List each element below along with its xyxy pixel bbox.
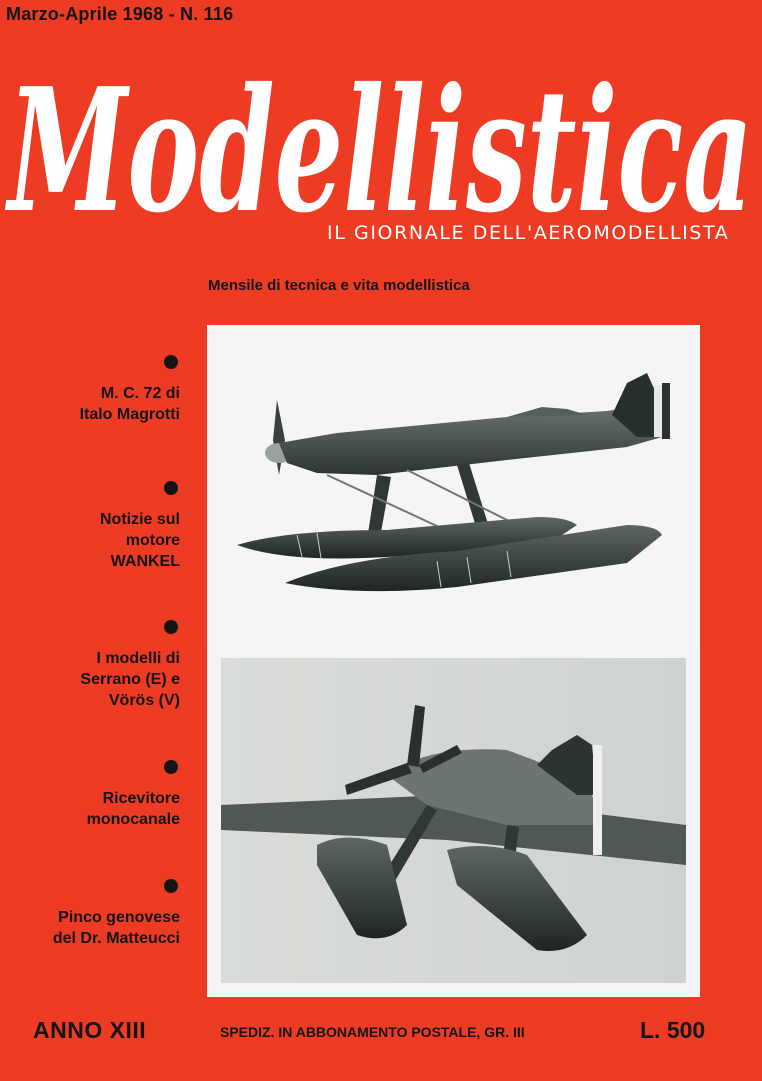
bullet-dot: [164, 760, 178, 774]
bullet-dot: [164, 620, 178, 634]
cover-price: L. 500: [640, 1017, 706, 1043]
contents-item: [0, 481, 180, 572]
masthead-title: Modellistica: [4, 51, 753, 242]
masthead-subtitle: IL GIORNALE DELL'AEROMODELLISTA: [327, 222, 730, 244]
volume-number: ANNO XIII: [33, 1017, 147, 1043]
bullet-dot: [164, 879, 178, 893]
seaplane-side-photo: [207, 325, 700, 645]
tagline: Mensile di tecnica e vita modellistica: [208, 277, 470, 294]
contents-item-text: Pinco genovese del Dr. Matteucci: [52, 909, 180, 947]
contents-item: [0, 879, 180, 949]
contents-item: [0, 620, 180, 711]
contents-item-text: I modelli di Serrano (E) e Vörös (V): [80, 650, 180, 709]
issue-line: Marzo-Aprile 1968 - N. 116: [6, 4, 234, 24]
cover-photo: [207, 325, 700, 997]
footer: [0, 1017, 762, 1051]
seaplane-front-photo: [221, 658, 686, 983]
postal-notice: SPEDIZ. IN ABBONAMENTO POSTALE, GR. III: [220, 1024, 525, 1040]
contents-item: [0, 760, 180, 830]
masthead-logo: [0, 42, 762, 242]
contents-item: [0, 355, 180, 425]
contents-item-text: Notizie sul motore WANKEL: [99, 511, 180, 570]
bullet-dot: [164, 355, 178, 369]
bullet-dot: [164, 481, 178, 495]
contents-item-text: M. C. 72 di Italo Magrotti: [79, 385, 180, 423]
contents-item-text: Ricevitore monocanale: [86, 790, 180, 828]
